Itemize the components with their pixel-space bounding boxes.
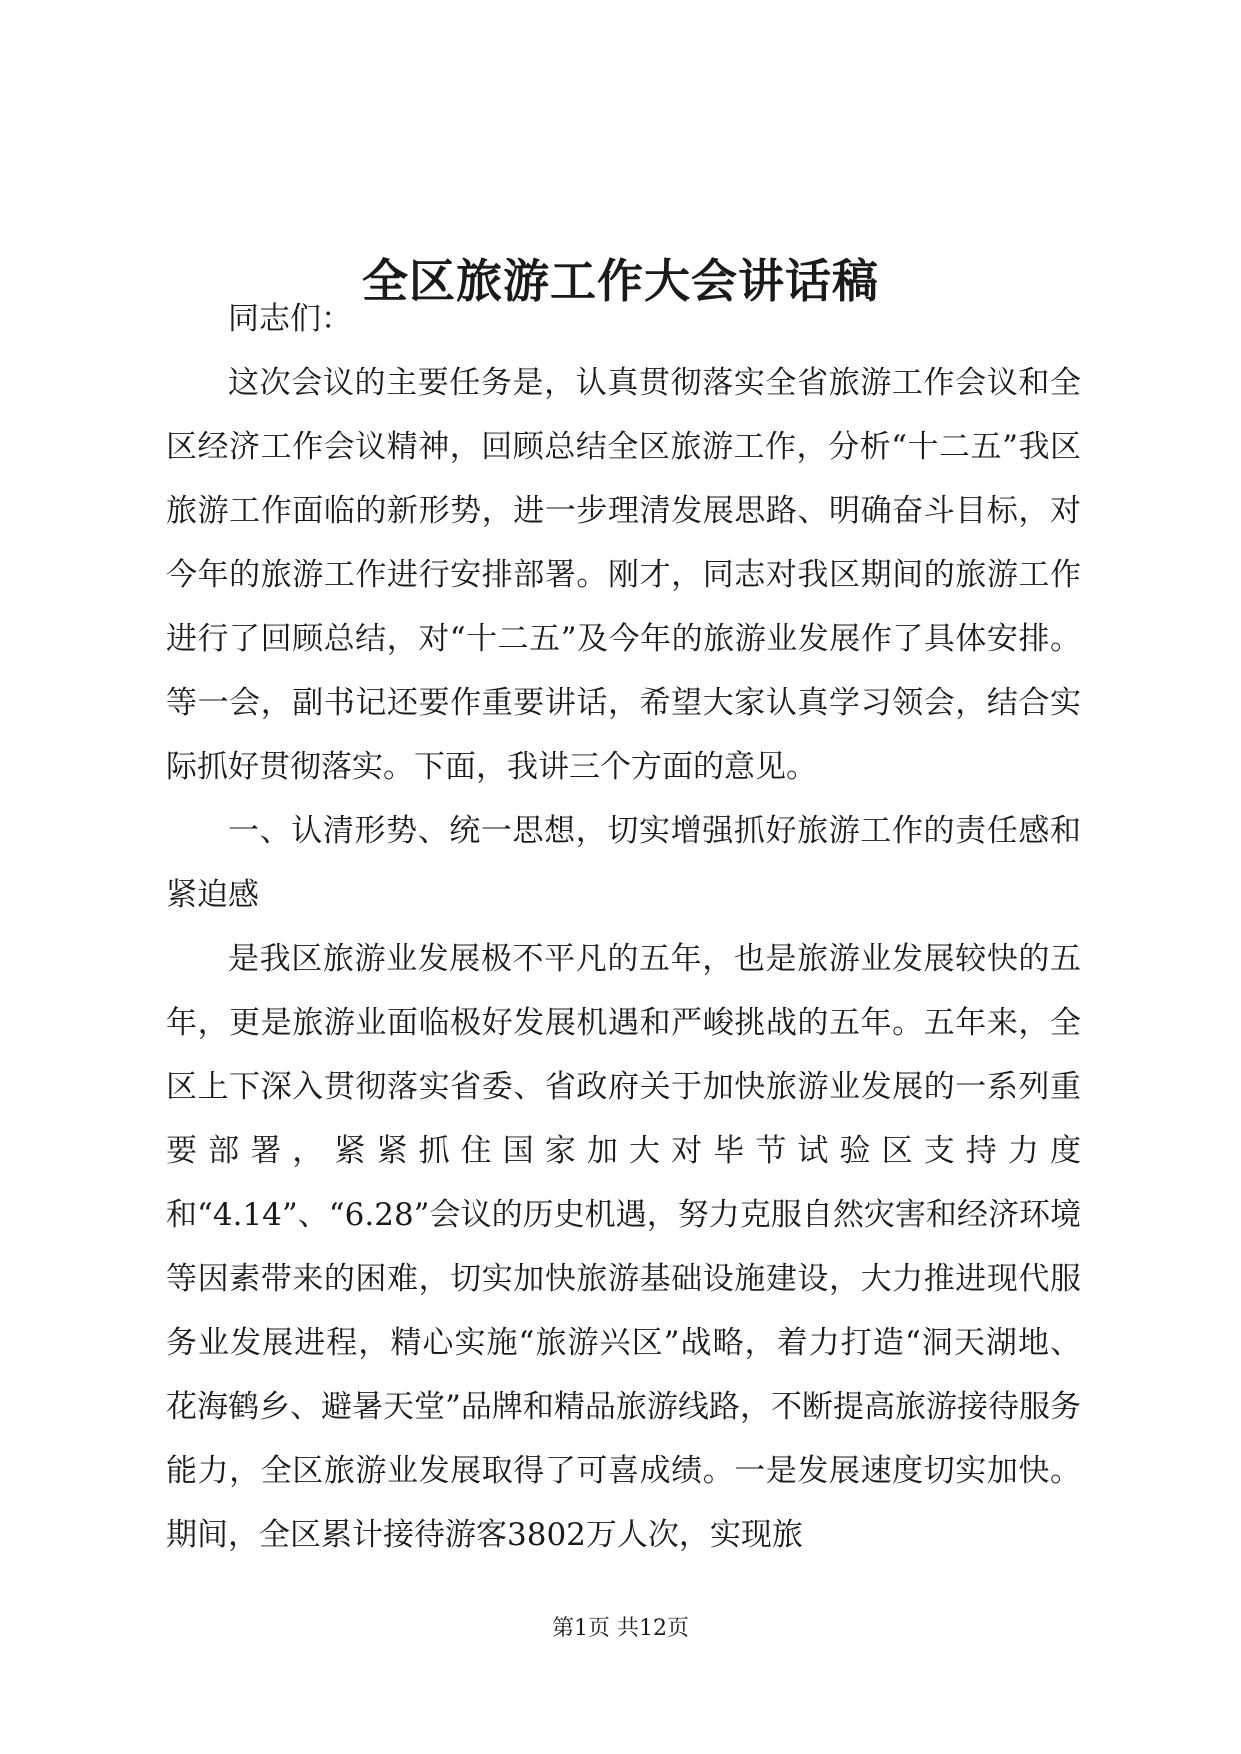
document-body bbox=[166, 287, 1081, 1567]
page-number: 第1页 共12页 bbox=[552, 1616, 689, 1641]
document-title: 全区旅游工作大会讲话稿 bbox=[362, 253, 879, 308]
paragraph-intro: 这次会议的主要任务是，认真贯彻落实全省旅游工作会议和全区经济工作会议精神，回顾总结全区旅游工作，分析“十二五”我区旅游工作面临的新形势，进一步理清发展思路、明确奋斗目标，对今年的旅游工作进行安排部署。刚才，同志对我区期间的旅游工作进行了回顾总结，对“十二五”及今年的旅游业发展作了具体安排。等一会，副书记还要作重要讲话，希望大家认真学习领会，结合实际抓好贯彻落实。下面，我讲三个方面的意见。 bbox=[166, 365, 1081, 785]
salutation: 同志们： bbox=[228, 301, 352, 337]
section-heading-1: 一、认清形势、统一思想，切实增强抓好旅游工作的责任感和紧迫感 bbox=[166, 813, 1081, 913]
paragraph-review: 是我区旅游业发展极不平凡的五年，也是旅游业发展较快的五年，更是旅游业面临极好发展机遇和严峻挑战的五年。五年来，全区上下深入贯彻落实省委、省政府关于加快旅游业发展的一系列重要部署，紧紧抓住国家加大对毕节试验区支持力度和“4.14”、“6.28”会议的历史机遇，努力克服自然灾害和经济环境等因素带来的困难，切实加快旅游基础设施建设，大力推进现代服务业发展进程，精心实施“旅游兴区”战略，着力打造“洞天湖地、花海鹤乡、避暑天堂”品牌和精品旅游线路，不断提高旅游接待服务能力，全区旅游业发展取得了可喜成绩。一是发展速度切实加快。期间，全区累计接待游客3802万人次，实现旅 bbox=[166, 941, 1081, 1553]
